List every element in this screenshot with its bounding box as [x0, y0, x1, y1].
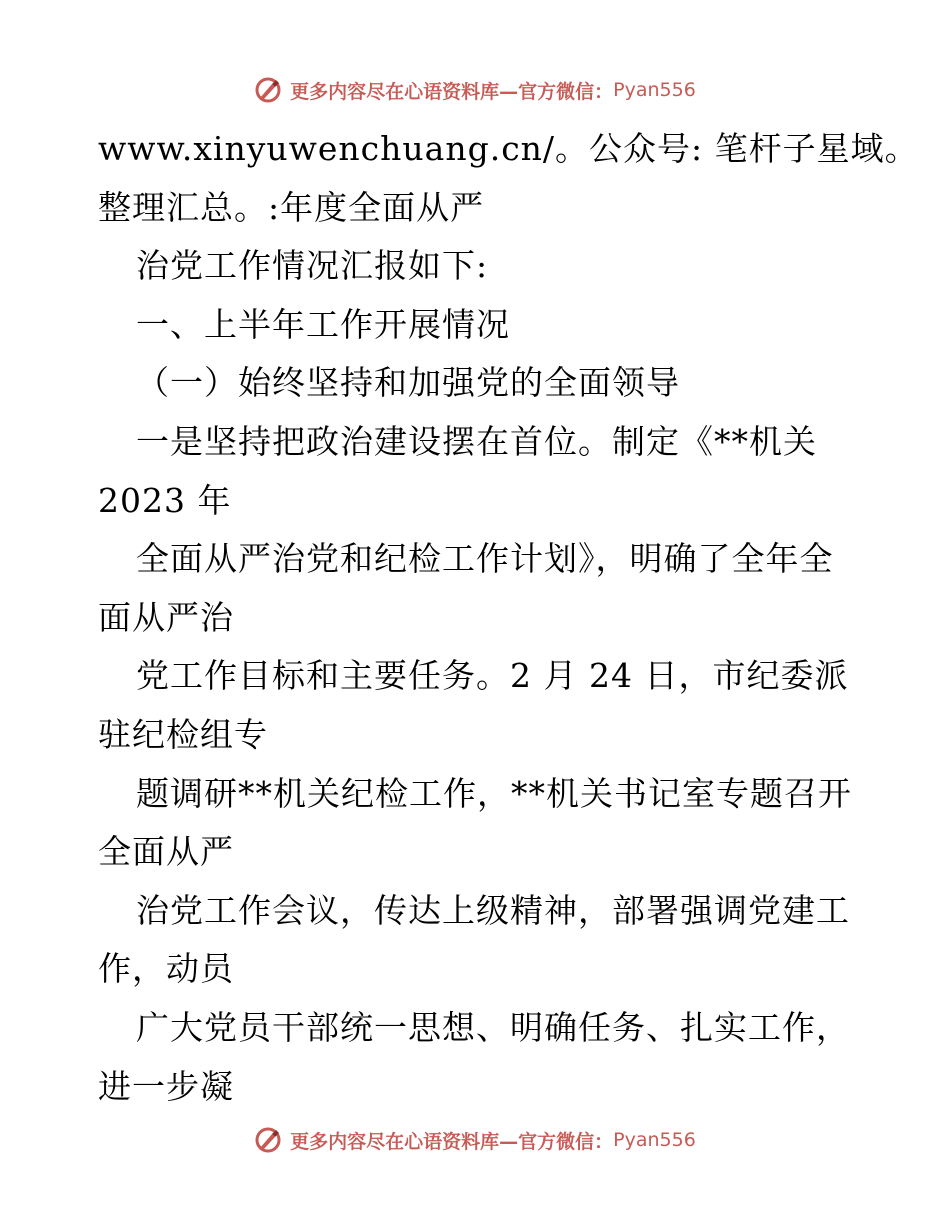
header-banner [0, 70, 950, 110]
banner-wechat-id: Pyan556 [613, 1129, 696, 1151]
text-line: 全面从严治党和纪检工作计划》，明确了全年全 [136, 539, 834, 579]
pen-logo-icon [254, 1126, 282, 1154]
text-line: 全面从严 [98, 832, 234, 872]
text-line: 进一步凝 [98, 1066, 234, 1106]
text-line: 作，动员 [98, 949, 234, 989]
text-line: 题调研**机关纪检工作，**机关书记室专题召开 [136, 773, 852, 813]
text-line: 治党工作情况汇报如下: [136, 246, 489, 286]
banner-text: 更多内容尽在心语资料库—官方微信： [290, 80, 614, 103]
section-heading: 一、上半年工作开展情况 [136, 304, 510, 344]
banner-text: 更多内容尽在心语资料库—官方微信： [290, 1130, 614, 1153]
pen-logo-icon [254, 76, 282, 104]
footer-banner [0, 1120, 950, 1160]
banner-wechat-id: Pyan556 [613, 79, 696, 101]
text-line: 党工作目标和主要任务。2 月 24 日，市纪委派 [136, 656, 849, 696]
text-line: www.xinyuwenchuang.cn/。公众号: 笔杆子星域。 [98, 129, 919, 168]
text-line: 一是坚持把政治建设摆在首位。制定《**机关 [136, 421, 817, 461]
text-line: 2023 年 [98, 480, 232, 520]
text-line: 治党工作会议，传达上级精神，部署强调党建工 [136, 890, 850, 930]
text-line: 整理汇总。:年度全面从严 [98, 187, 485, 227]
text-line: 面从严治 [98, 597, 234, 637]
subsection-heading: （一）始终坚持和加强党的全面领导 [136, 363, 680, 403]
document-body [98, 120, 919, 1116]
text-line: 广大党员干部统一思想、明确任务、扎实工作， [136, 1007, 850, 1047]
text-line: 驻纪检组专 [98, 714, 268, 754]
